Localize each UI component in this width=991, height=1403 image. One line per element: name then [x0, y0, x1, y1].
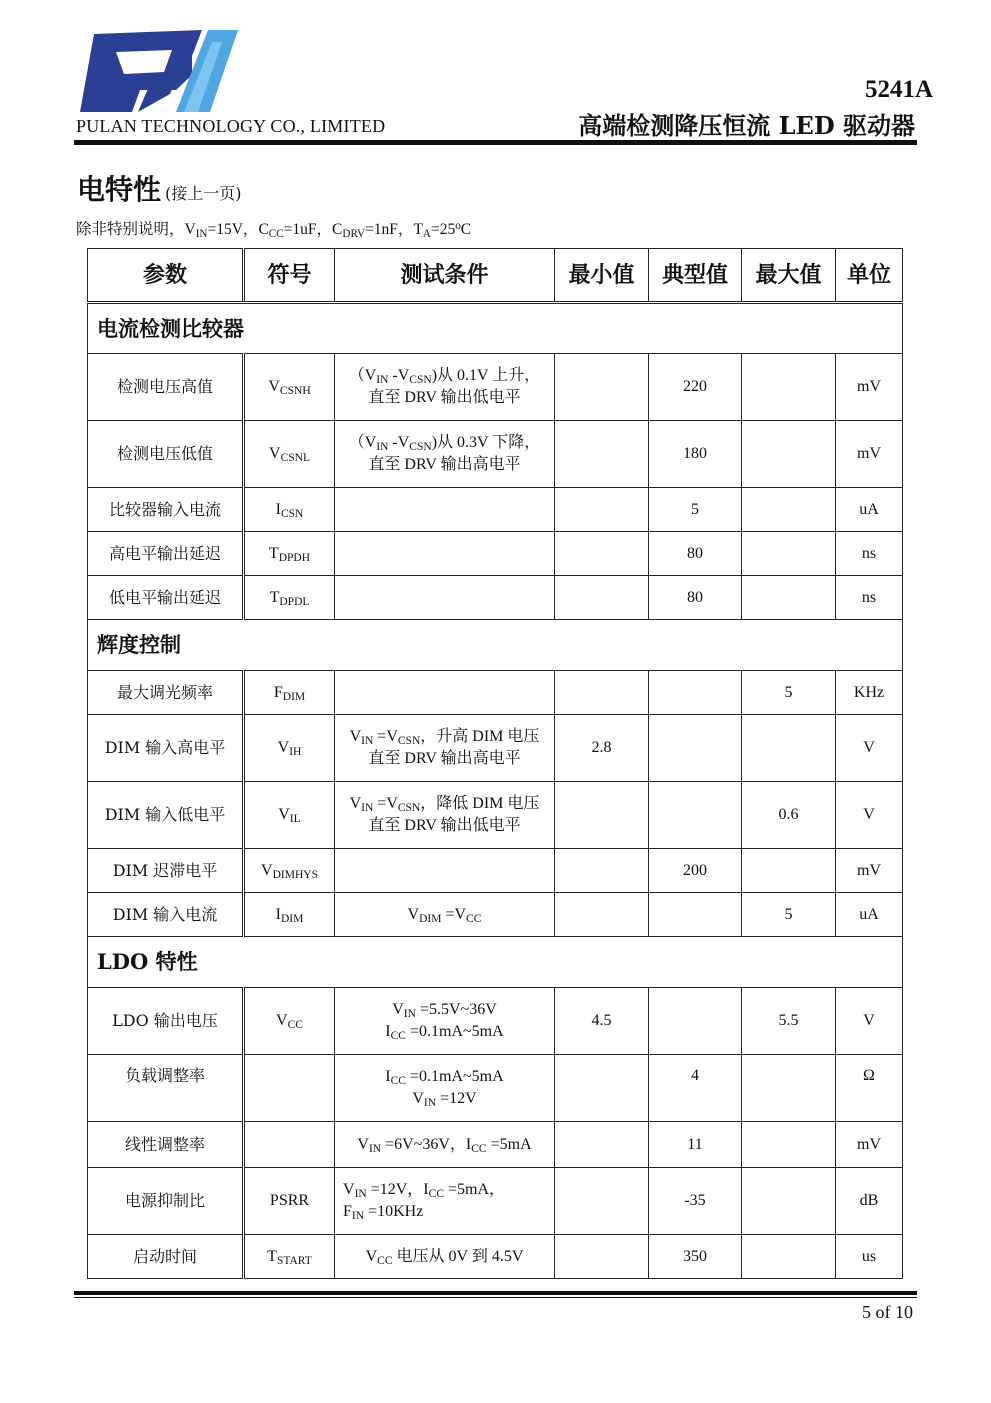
section-title [77, 168, 242, 208]
electrical-characteristics-table [87, 248, 903, 1279]
header-unit: 单位 [836, 249, 903, 303]
table-header-row [88, 249, 903, 303]
pulan-logo [80, 20, 240, 115]
group-row [88, 937, 903, 988]
group-row [88, 620, 903, 671]
table-row: DIM 输入高电平 $V_{IH}$ $V_{IN} =V_{CSN}$，升高 DIM 电压 直至 DRV 输出高电平 2.8 V [88, 715, 903, 782]
table-row: DIM 输入低电平 $V_{IL}$ $V_{IN} =V_{CSN}$，降低 DIM 电压 直至 DRV 输出低电平 0.6 V [88, 782, 903, 849]
part-number: 5241A [864, 76, 933, 103]
continued-note: (接上一页) [165, 184, 242, 203]
table-row: 线性调整率 $V_{IN}$ =6V~36V，$I_{CC} =5mA$ 11 mV [88, 1122, 903, 1168]
header-symbol: 符号 [244, 249, 335, 303]
table-row: 负载调整率 $I_{CC}$ =0.1mA~5mA $V_{IN} =12V$ 4 Ω [88, 1055, 903, 1122]
table-row: 高电平输出延迟 $T_{DPDH}$ 80 ns [88, 532, 903, 576]
table-row: LDO 输出电压 $V_{CC}$ $V_{IN}$ =5.5V~36V $I_{CC}$ =0.1mA~5mA 4.5 5.5 V [88, 988, 903, 1055]
group-title-ldo: LDO 特性 [88, 937, 903, 988]
footer-rule-thin [74, 1297, 917, 1298]
group-row [88, 303, 903, 354]
table-row: 检测电压高值 $V_{CSNH}$ （$V_{IN}$ $-V_{CSN}$)从 0.1V 上升， 直至 DRV 输出低电平 220 mV [88, 354, 903, 421]
table-row: DIM 输入电流 $I_{DIM}$ $V_{DIM} =V_{CC}$ 5 uA [88, 893, 903, 937]
table-row: 电源抑制比 PSRR $V_{IN} =12V$，$I_{CC} =5mA$， $F_{IN} =10KHz$ -35 dB [88, 1168, 903, 1235]
page-number: 5 of 10 [862, 1302, 913, 1322]
group-title-dimming: 辉度控制 [88, 620, 903, 671]
section-title-text: 电特性 [77, 173, 162, 206]
table-row: 最大调光频率 $F_{DIM}$ 5 KHz [88, 671, 903, 715]
group-title-current-sense: 电流检测比较器 [88, 303, 903, 354]
table-row: 比较器输入电流 $I_{CSN}$ 5 uA [88, 488, 903, 532]
header-rule [74, 140, 917, 145]
test-conditions-note: 除非特别说明，$V_{IN}=15V$，$C_{CC}=1uF$，$C_{DRV}=1nF$，$T_A=25^oC$ [76, 219, 472, 241]
table-row: 低电平输出延迟 $T_{DPDL}$ 80 ns [88, 576, 903, 620]
table-row: 检测电压低值 $V_{CSNL}$ （$V_{IN}$ $-V_{CSN}$)从 0.3V 下降， 直至 DRV 输出高电平 180 mV [88, 421, 903, 488]
table-row: 启动时间 $T_{START}$ $V_{CC}$ 电压从 0V 到 4.5V 350 us [88, 1235, 903, 1279]
header-typ: 典型值 [649, 249, 742, 303]
header-param: 参数 [88, 249, 244, 303]
company-name: PULAN TECHNOLOGY CO., LIMITED [76, 116, 386, 136]
header-min: 最小值 [555, 249, 649, 303]
header-max: 最大值 [742, 249, 836, 303]
header-condition: 测试条件 [335, 249, 555, 303]
document-title: 高端检测降压恒流 LED 驱动器 [578, 111, 915, 140]
footer-rule [74, 1291, 917, 1295]
table-row: DIM 迟滞电平 $V_{DIMHYS}$ 200 mV [88, 849, 903, 893]
